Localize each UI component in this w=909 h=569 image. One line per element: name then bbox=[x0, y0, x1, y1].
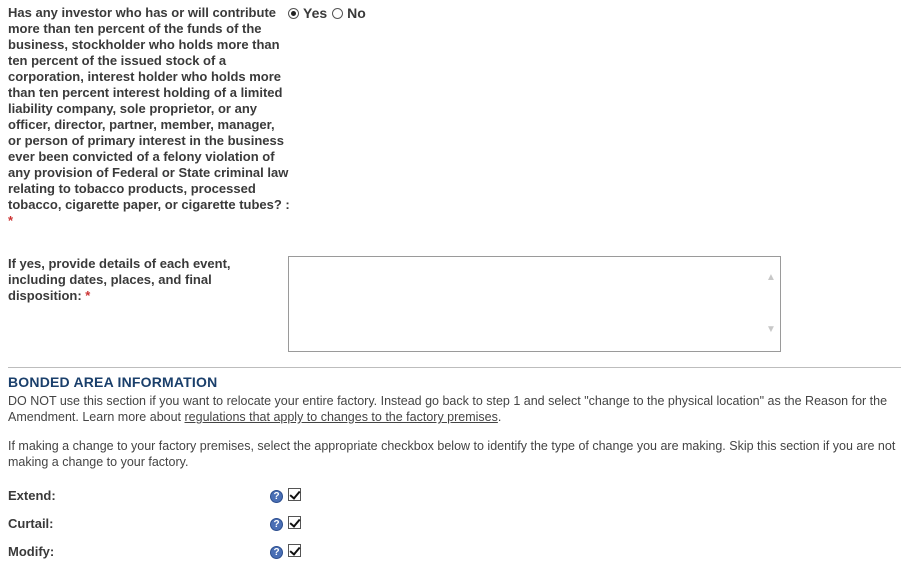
bonded-area-intro-text: DO NOT use this section if you want to relocate your entire factory. Instead go back to step 1 and select "change to the physical location" as the Reason for the Amendment. Learn more about bbox=[8, 394, 888, 424]
bonded-area-intro bbox=[8, 393, 898, 425]
regulations-link[interactable]: regulations that apply to changes to the factory premises bbox=[184, 410, 498, 424]
no-radio[interactable] bbox=[332, 8, 343, 19]
scroll-down-arrow-icon[interactable]: ▼ bbox=[766, 324, 776, 335]
felony-question-text: Has any investor who has or will contribute more than ten percent of the funds of the business, stockholder who holds more than ten percent of the issued stock of a corporation, interest holder who holds more than ten percent interest holding of a limited liability company, sole proprietor, or any officer, director, partner, member, manager, or person of primary interest in the business ever been convicted of a felony violation of any provision of Federal or State criminal law relating to tobacco products, processed tobacco, cigarette paper, or cigarette tubes? : bbox=[8, 5, 290, 212]
help-icon[interactable]: ? bbox=[270, 490, 283, 503]
modify-checkbox[interactable] bbox=[288, 544, 301, 557]
bonded-area-intro-end: . bbox=[497, 410, 502, 424]
help-icon[interactable]: ? bbox=[270, 518, 283, 531]
required-marker: * bbox=[8, 213, 14, 228]
modify-row bbox=[8, 544, 308, 562]
details-label-text: If yes, provide details of each event, including dates, places, and final disposition: bbox=[8, 256, 231, 303]
felony-radio-group bbox=[288, 5, 371, 21]
yes-radio-label[interactable]: Yes bbox=[303, 5, 328, 21]
extend-checkbox[interactable] bbox=[288, 488, 301, 501]
extend-row bbox=[8, 488, 308, 506]
no-radio-label[interactable]: No bbox=[347, 5, 366, 21]
scroll-up-arrow-icon[interactable]: ▲ bbox=[766, 272, 776, 283]
curtail-row bbox=[8, 516, 308, 534]
curtail-checkbox[interactable] bbox=[288, 516, 301, 529]
yes-radio[interactable] bbox=[288, 8, 299, 19]
bonded-area-title: BONDED AREA INFORMATION bbox=[8, 374, 218, 390]
required-marker: * bbox=[85, 288, 91, 303]
curtail-label: Curtail: bbox=[8, 516, 54, 531]
bonded-area-instructions: If making a change to your factory premises, select the appropriate checkbox below to identify the type of change you are making. Skip this section if you are not making a change to your factory. bbox=[8, 439, 896, 469]
details-textarea[interactable] bbox=[288, 256, 781, 352]
extend-label: Extend: bbox=[8, 488, 56, 503]
details-label bbox=[8, 256, 278, 304]
help-icon[interactable]: ? bbox=[270, 546, 283, 559]
felony-question-label bbox=[8, 5, 290, 229]
modify-label: Modify: bbox=[8, 544, 55, 559]
section-divider bbox=[8, 367, 901, 368]
